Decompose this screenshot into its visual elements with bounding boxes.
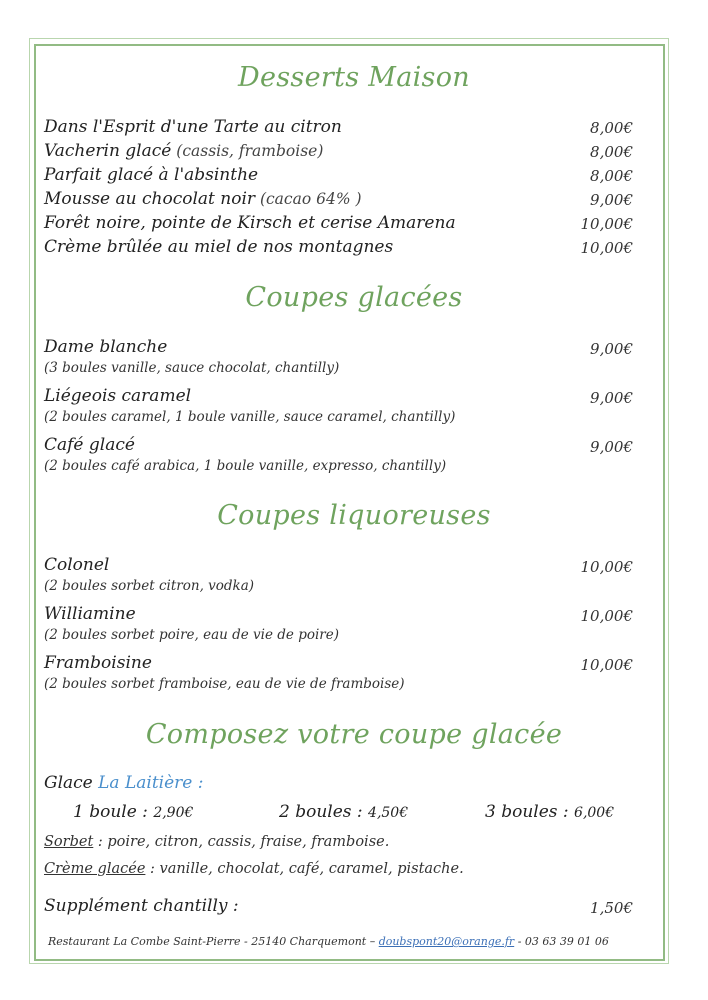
item-detail: (2 boules café arabica, 1 boule vanille, expresso, chantilly) [44, 458, 447, 474]
option-label: 1 boule : [73, 802, 148, 822]
glace-label: Glace [44, 773, 93, 793]
item-name: Liégeois caramel [44, 386, 192, 406]
item-price: 10,00€ [580, 656, 633, 674]
email-link[interactable]: doubspont20@orange.fr [378, 935, 515, 948]
item-name: Café glacé [44, 435, 135, 455]
option-label: 3 boules : [485, 802, 569, 822]
section-title-desserts: Desserts Maison [238, 62, 470, 93]
glace-line [44, 773, 203, 793]
item-name: Framboisine [44, 653, 152, 673]
item-price: 8,00€ [590, 167, 633, 185]
item-name: Vacherin glacé [44, 141, 172, 161]
section-title-coupes-liquoreuses: Coupes liquoreuses [217, 500, 491, 531]
item-name: Dans l'Esprit d'une Tarte au citron [44, 117, 342, 137]
footer-phone: - 03 63 39 01 06 [514, 935, 609, 948]
item-detail: (2 boules sorbet citron, vodka) [44, 578, 255, 594]
sorbet-label: Sorbet [44, 834, 94, 850]
item-name: Colonel [44, 555, 110, 575]
menu-item [44, 117, 342, 137]
menu-item [44, 213, 456, 233]
item-name: Parfait glacé à l'absinthe [44, 165, 259, 185]
menu-item [44, 237, 393, 257]
item-detail: (2 boules sorbet framboise, eau de vie de framboise) [44, 676, 405, 692]
option-price: 4,50€ [368, 805, 409, 821]
menu-item [44, 189, 362, 209]
item-price: 10,00€ [580, 239, 633, 257]
supplement-label: Supplément chantilly : [44, 896, 239, 916]
item-price: 10,00€ [580, 558, 633, 576]
creme-glacee-list: : vanille, chocolat, café, caramel, pistache. [145, 861, 464, 877]
item-name: Mousse au chocolat noir [44, 189, 256, 209]
menu-item [44, 165, 258, 185]
brand-name: La Laitière : [98, 773, 204, 793]
creme-glacee-line [44, 861, 464, 877]
item-detail: (cassis, framboise) [171, 142, 324, 160]
item-price: 10,00€ [580, 607, 633, 625]
sorbet-list: : poire, citron, cassis, fraise, framboise. [93, 834, 390, 850]
item-price: 9,00€ [590, 438, 633, 456]
section-title-composez: Composez votre coupe glacée [145, 719, 563, 750]
item-detail: (3 boules vanille, sauce chocolat, chantilly) [44, 360, 340, 376]
option-3-boules [485, 802, 614, 822]
item-name: Dame blanche [44, 337, 168, 357]
supplement-price: 1,50€ [590, 899, 633, 917]
item-price: 8,00€ [590, 143, 633, 161]
item-detail: (cacao 64% ) [255, 190, 362, 208]
item-price: 9,00€ [590, 191, 633, 209]
sorbet-line [44, 834, 389, 850]
item-name: Forêt noire, pointe de Kirsch et cerise Amarena [44, 213, 456, 233]
item-name: Williamine [44, 604, 136, 624]
creme-glacee-label: Crème glacée [44, 861, 146, 877]
option-2-boules [279, 802, 408, 822]
menu-item [44, 141, 323, 161]
item-price: 8,00€ [590, 119, 633, 137]
item-price: 9,00€ [590, 389, 633, 407]
option-label: 2 boules : [279, 802, 363, 822]
option-price: 6,00€ [574, 805, 615, 821]
section-title-coupes-glacees: Coupes glacées [245, 282, 463, 313]
item-price: 10,00€ [580, 215, 633, 233]
item-detail: (2 boules sorbet poire, eau de vie de poire) [44, 627, 339, 643]
option-1-boule [73, 802, 193, 822]
item-name: Crème brûlée au miel de nos montagnes [44, 237, 394, 257]
item-price: 9,00€ [590, 340, 633, 358]
footer-contact [48, 935, 609, 948]
footer-address: Restaurant La Combe Saint-Pierre - 25140 Charquemont – [48, 935, 379, 948]
item-detail: (2 boules caramel, 1 boule vanille, sauce caramel, chantilly) [44, 409, 456, 425]
option-price: 2,90€ [153, 805, 194, 821]
